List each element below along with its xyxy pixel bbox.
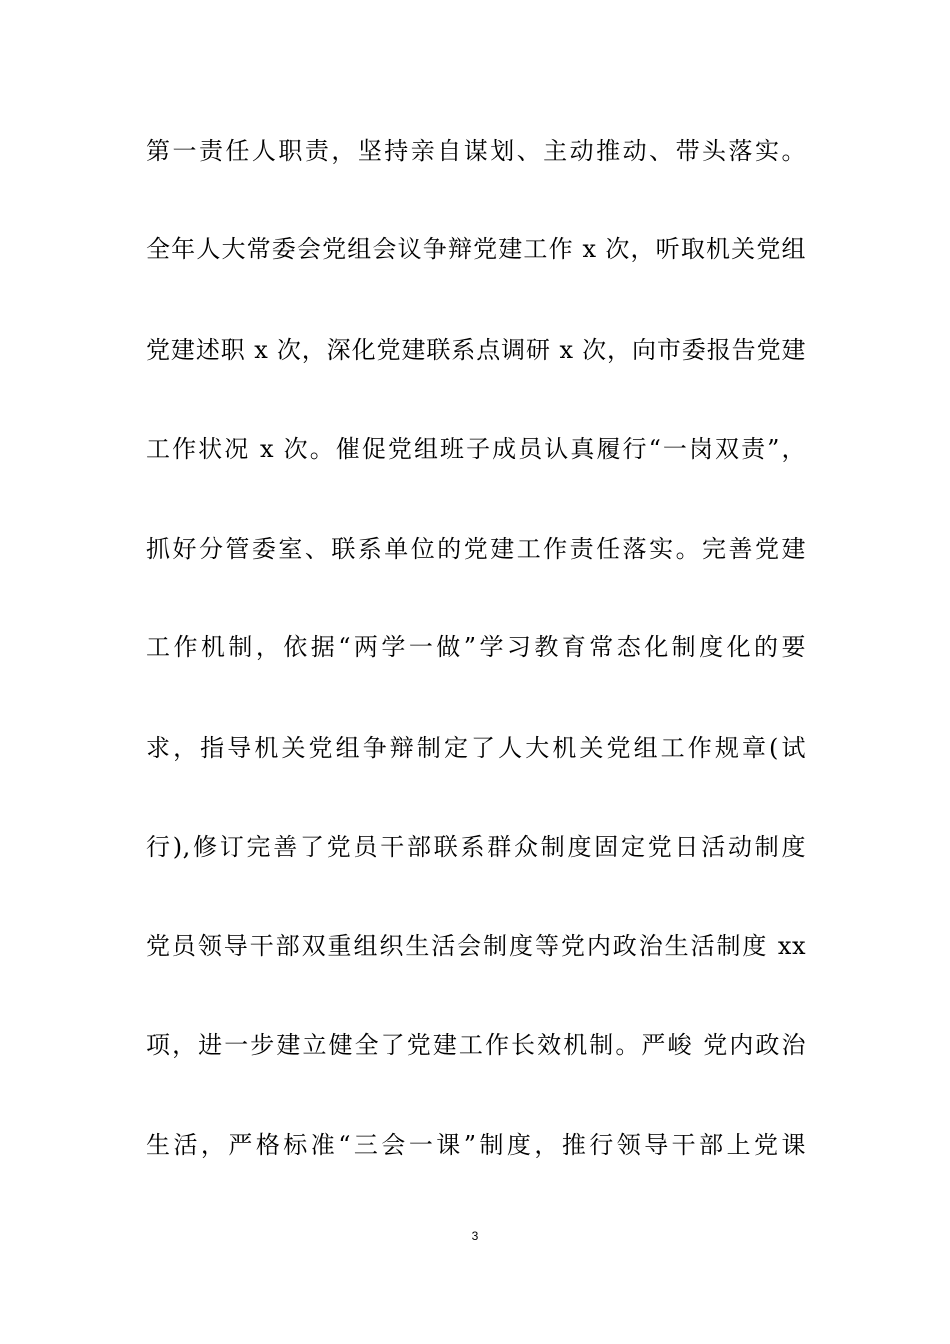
body-text-line: 生活，严格标准“三会一课”制度，推行领导干部上党课 (146, 1131, 806, 1159)
body-text-line: 党建述职 x 次，深化党建联系点调研 x 次，向市委报告党建 (146, 336, 806, 364)
body-text-line: 行),修订完善了党员干部联系群众制度固定党日活动制度 (146, 833, 806, 861)
body-text-line: 全年人大常委会党组会议争辩党建工作 x 次，听取机关党组 (146, 235, 806, 263)
body-text-line: 求，指导机关党组争辩制定了人大机关党组工作规章(试 (146, 734, 806, 762)
body-text-line: 第一责任人职责，坚持亲自谋划、主动推动、带头落实。 (146, 137, 806, 165)
body-text-line: 工作机制，依据“两学一做”学习教育常态化制度化的要 (146, 633, 806, 661)
body-text-line: 党员领导干部双重组织生活会制度等党内政治生活制度 xx (146, 932, 806, 960)
page-number: 3 (471, 1229, 479, 1243)
body-text-line: 项，进一步建立健全了党建工作长效机制。严峻 党内政治 (146, 1031, 806, 1059)
body-text-line: 工作状况 x 次。催促党组班子成员认真履行“一岗双责”， (146, 435, 806, 463)
body-text-line: 抓好分管委室、联系单位的党建工作责任落实。完善党建 (146, 535, 806, 563)
